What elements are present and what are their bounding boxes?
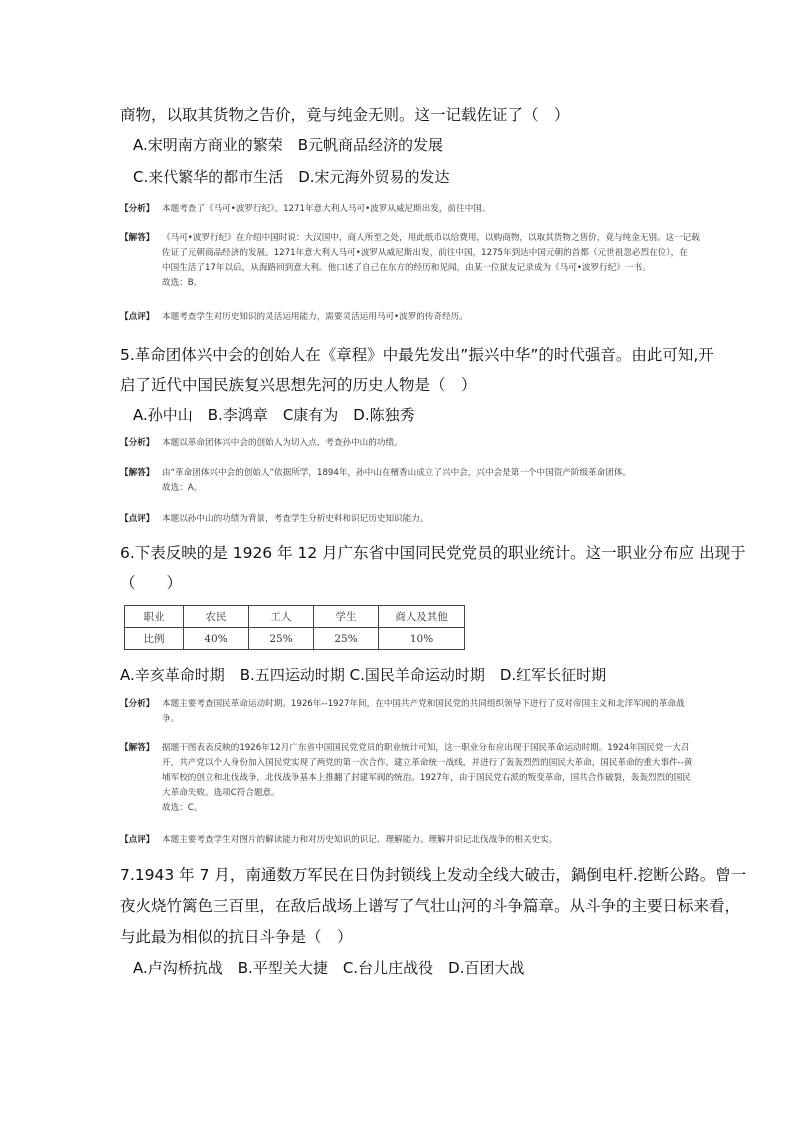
q7-options: A.卢沟桥抗战 B.平型关大捷 C.台儿庄战役 D.百团大战 <box>133 959 525 977</box>
table-cell: 商人及其他 <box>379 606 465 628</box>
table-cell: 农民 <box>184 606 249 628</box>
q6-options: A.辛亥革命时期 B.五四运动时期 C.国民羊命运动时期 D.红军长征时期 <box>120 666 607 684</box>
q7-stem-line-3: 与此最为相似的抗日斗争是（ ） <box>120 928 353 946</box>
q5-comment <box>120 512 730 527</box>
answer-tag: 【解答】 <box>120 233 155 243</box>
q5-analysis <box>120 436 730 451</box>
answer-line: 佐证了元朝商品经济的发展。1271年意大利人马可•波罗从威尼斯出发，前往中国，1275年到达中国元朝的首都（元世祖忽必烈在位），在 <box>162 248 688 258</box>
q4-stem-line-1: 商物，以取其货物之告价，竟与纯金无则。这一记载佐证了（ ） <box>120 106 570 124</box>
answer-tag: 【解答】 <box>120 468 155 478</box>
answer-line: 故选：C。 <box>162 803 203 813</box>
answer-tag: 【解答】 <box>120 743 155 753</box>
answer-line: 开，共产党以个人身份加入国民党实现了两党的第一次合作，建立革命统一战线，并进行了轰轰烈烈的国民大革命，国民革命的重大事件--黄 <box>162 758 693 768</box>
answer-line: 故选：B。 <box>162 278 203 288</box>
table-cell: 工人 <box>249 606 314 628</box>
comment-tag: 【点评】 <box>120 312 155 322</box>
occupation-table <box>124 605 465 650</box>
q4-options-line-2: C.来代繁华的都市生活 D.宋元海外贸易的发达 <box>133 168 450 186</box>
q4-options-line-1: A.宋明南方商业的繁荣 B元帆商品经济的发展 <box>133 136 444 154</box>
analysis-tag: 【分析】 <box>120 204 155 214</box>
q5-stem-line-2: 启了近代中国民族复兴思想先河的历史人物是（ ） <box>120 376 477 394</box>
comment-text: 本题主要考查学生对图片的解读能力和对历史知识的识记、理解能力。理解并识记北伐战争的相关史实。 <box>162 835 558 845</box>
answer-line: 据题干图表表反映的1926年12月广东省中国国民党党员的职业统计可知，这一职业分布应出现于国民革命运动时期。1924年国民党一大召 <box>162 743 690 753</box>
table-cell: 40% <box>184 628 249 650</box>
q6-stem-line-1: 6.下表反映的是 1926 年 12 月广东省中国同民党党员的职业统计。这一职业分布应 出现于 <box>120 544 746 562</box>
analysis-text: 本题考查了《马可•波罗行纪》。1271年意大利人马可•波罗从威尼斯出发，前往中国。 <box>162 204 491 214</box>
q6-comment <box>120 833 730 848</box>
comment-tag: 【点评】 <box>120 835 155 845</box>
analysis-line: 本题主要考查国民革命运动时期。1926年--1927年间，在中国共产党和国民党的共同组织领导下进行了反对帝国主义和北洋军阀的革命战 <box>162 699 685 709</box>
analysis-text: 本题以革命团体兴中会的创始人为切入点，考查孙中山的功绩。 <box>162 438 403 448</box>
q7-stem-line-2: 夜火烧竹篱色三百里，在敌后战场上谱写了气壮山河的斗争篇章。从斗争的主要日标来看， <box>120 897 741 915</box>
answer-line: 中国生活了17年以后，从海路回到意大利。他口述了自己在东方的经历和见闻，由某一位狱友记录成为《马可•波罗行纪》一书。 <box>162 263 651 273</box>
answer-line: 埔军校的创立和北伐战争，北伐战争基本上推翻了封建军阀的统治。1927年，由于国民党右派的叛变革命，国共合作破裂，轰轰烈烈的国民 <box>162 773 691 783</box>
comment-text: 本题考查学生对历史知识的灵活运用能力，需要灵活运用马可•波罗的传奇经历。 <box>162 312 468 322</box>
analysis-tag: 【分析】 <box>120 438 155 448</box>
table-cell: 比例 <box>125 628 184 650</box>
q5-answer <box>120 466 730 496</box>
q6-answer <box>120 741 730 816</box>
q7-stem-line-1: 7.1943 年 7 月，南通数万军民在日伪封锁线上发动全线大破击，鍋倒电杆.挖断公路。曾一 <box>120 866 747 884</box>
table-header-row <box>125 606 465 628</box>
analysis-tag: 【分析】 <box>120 699 155 709</box>
answer-line: 故选：A。 <box>162 483 203 493</box>
answer-line: 《马可•波罗行纪》在介绍中国时说：大汉国中，商人所至之处，用此纸币以给费用，以购商物，以取其货物之售价，竟与纯金无别。这一记载 <box>162 233 700 243</box>
table-cell: 25% <box>314 628 379 650</box>
q6-stem-line-2: （ ） <box>120 574 183 592</box>
q5-stem-line-1: 5.革命团体兴中会的创始人在《章程》中最先发出”振兴中华”的时代强音。由此可知,开 <box>120 346 714 364</box>
answer-line: 大革命失败。选项C符合题意。 <box>162 788 280 798</box>
q4-comment <box>120 310 730 325</box>
comment-text: 本题以孙中山的功绩为背景，考查学生分析史料和识记历史知识能力。 <box>162 514 429 524</box>
q6-analysis <box>120 697 730 727</box>
table-cell: 25% <box>249 628 314 650</box>
q5-options: A.孙中山 B.李鸿章 C康有为 D.陈独秀 <box>133 406 415 424</box>
table-cell: 学生 <box>314 606 379 628</box>
comment-tag: 【点评】 <box>120 514 155 524</box>
answer-line: 由“革命团体兴中会的创始人”依据所学，1894年，孙中山在檀香山成立了兴中会，兴中会是第一个中国资产阶级革命团体。 <box>162 468 632 478</box>
q4-analysis <box>120 202 730 217</box>
q4-answer <box>120 231 730 291</box>
table-cell: 职业 <box>125 606 184 628</box>
table-row <box>125 628 465 650</box>
analysis-line: 争。 <box>162 714 180 724</box>
table-cell: 10% <box>379 628 465 650</box>
